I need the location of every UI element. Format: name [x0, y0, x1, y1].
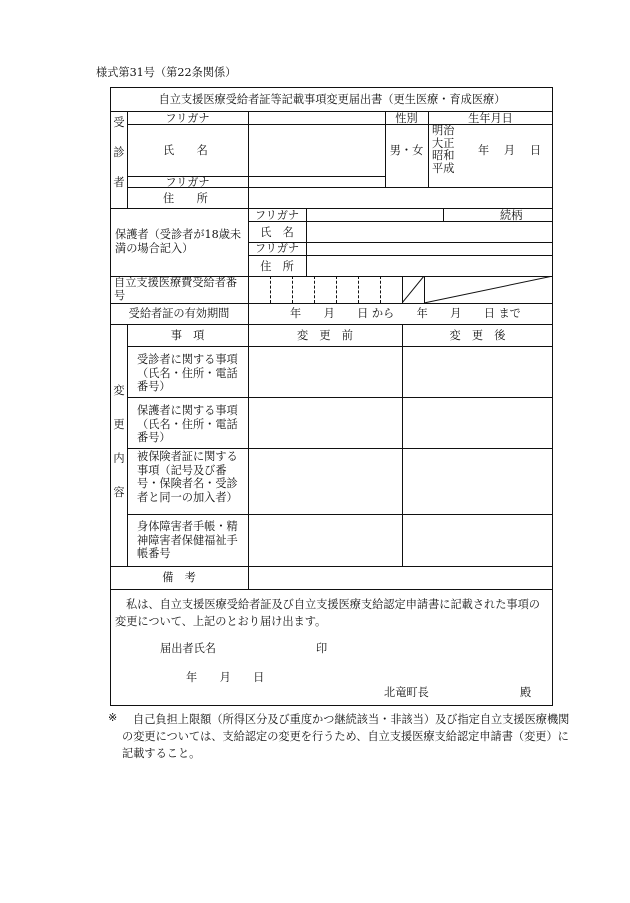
remarks-label: 備 考 [162, 571, 196, 584]
birth-ymd: 年 月 日 [478, 144, 542, 157]
change-row-insurance: 被保険者証に関する事項（記号及び番号・保険者名・受診者と同一の加入者） [137, 450, 238, 504]
validity-value: 年 月 日 から 年 月 日 まで [290, 307, 521, 320]
validity-label: 受給者証の有効期間 [128, 307, 230, 320]
patient-furigana2-label: フリガナ [165, 176, 210, 189]
submitter-label: 届出者氏名 [160, 642, 216, 655]
patient-group-label: 受 診 者 [113, 116, 125, 189]
form-title: 自立支援医療受給者証等記載事項変更届出書（更生医療・育成医療） [158, 93, 506, 106]
change-row-handbook: 身体障害者手帳・精神障害者保健福祉手帳番号 [137, 520, 238, 561]
patient-address-label: 住 所 [163, 192, 208, 205]
guardian-label: 保護者（受診者が18歳未満の場合記入） [115, 228, 242, 255]
change-row-guardian: 保護者に関する事項（氏名・住所・電話番号） [137, 404, 238, 445]
col-after-header: 変 更 後 [449, 329, 506, 342]
guardian-name-label: 氏 名 [260, 226, 294, 239]
footnote-text: 自己負担上限額（所得区分及び重度かつ継続該当・非該当）及び指定自立支援医療機関の変更については、支給認定の変更を行うため、自立支援医療支給認定申請書（変更）に記載すること。 [122, 713, 570, 760]
patient-furigana-label: フリガナ [165, 112, 210, 125]
changes-group-label: 変 更 内 容 [113, 384, 125, 499]
col-item-header: 事 項 [170, 329, 205, 342]
birth-header: 生年月日 [468, 112, 513, 125]
change-row-patient: 受診者に関する事項（氏名・住所・電話番号） [137, 353, 238, 394]
gender-header: 性別 [395, 112, 418, 125]
form-number: 様式第31号（第22条関係） [96, 66, 237, 79]
guardian-relation-label: 続柄 [500, 209, 523, 222]
honorific: 殿 [520, 686, 532, 699]
guardian-furigana-label: フリガナ [254, 209, 300, 222]
gender-value: 男・女 [389, 144, 424, 157]
era-options: 明治 大正 昭和 平成 [432, 124, 455, 175]
guardian-furigana2-label: フリガナ [254, 242, 300, 255]
footnote-mark: ※ [108, 711, 118, 724]
addressee: 北竜町長 [384, 686, 429, 699]
patient-name-label: 氏 名 [163, 144, 208, 157]
seal-mark: 印 [316, 642, 328, 655]
declaration-text: 私は、自立支援医療受給者証及び自立支援医療支給認定申請書に記載された事項の変更について、上記のとおり届け出ます。 [115, 598, 540, 628]
recipient-number-diagonals [402, 276, 553, 303]
guardian-address-label: 住 所 [260, 260, 294, 273]
recipient-number-label: 自立支援医療費受給者番号 [114, 276, 238, 302]
submit-date: 年 月 日 [186, 671, 265, 684]
col-before-header: 変 更 前 [297, 329, 353, 342]
